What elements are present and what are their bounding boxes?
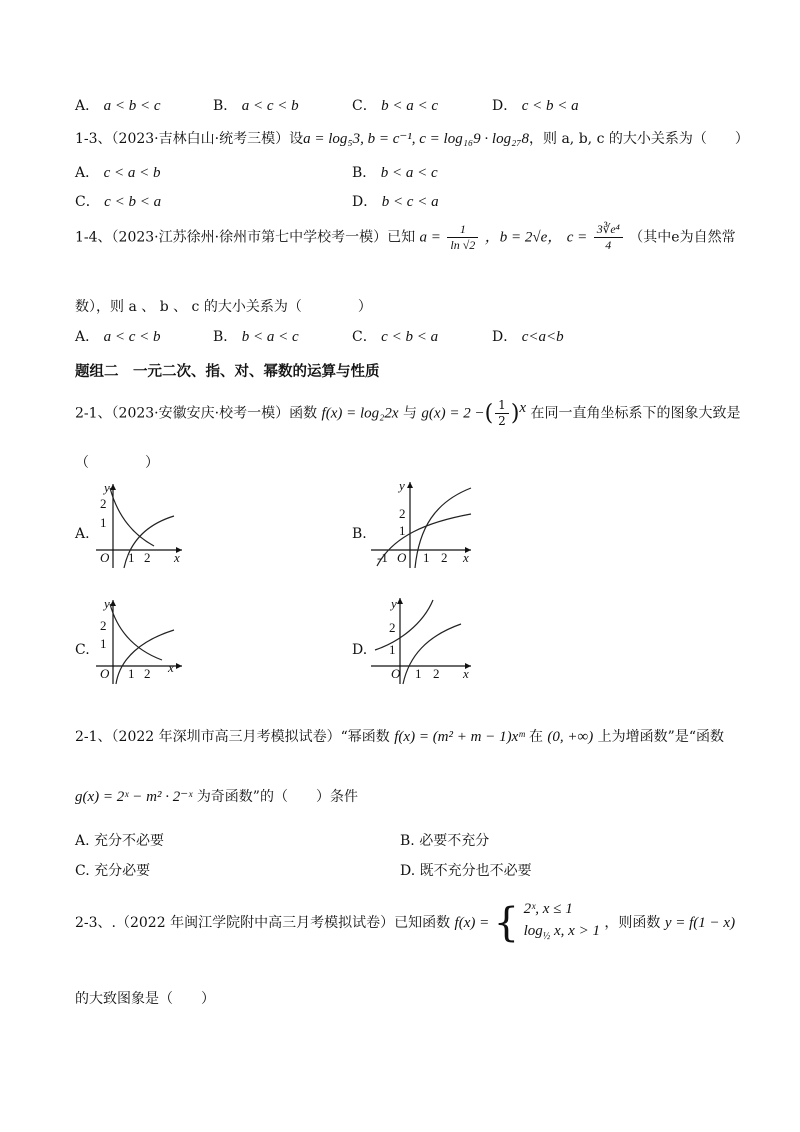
graph-c-xtick-2: 2	[144, 666, 151, 681]
graph-a-label: A.	[75, 526, 90, 542]
question-1-4-stem: 1-4、（2023·江苏徐州·徐州市第七中学校考一模）已知 a = $\frac{1}{\ln √2}$ ，b = 2√e， c = $\frac{\text{3∛e⁴}}{4}$ （其中e为自然常	[75, 222, 736, 252]
question-1-4-line2: 数），则 a 、 b 、 c 的大小关系为（ ）	[75, 299, 372, 315]
graph-a-xtick-1: 1	[128, 550, 135, 565]
graph-b	[367, 478, 477, 570]
graph-c-y-label: y	[104, 596, 110, 611]
graph-c-label: C.	[75, 642, 90, 658]
row1-option-c: C． b < a < c	[352, 98, 439, 114]
graph-a-y-label: y	[104, 480, 110, 495]
q14-option-d: D． c<a<b	[492, 329, 564, 345]
row1-option-a: A． a < b < c	[75, 98, 161, 114]
graph-b-tick-2: 2	[399, 506, 406, 521]
graph-a-x-label: x	[174, 550, 180, 565]
graph-c-xtick-1: 1	[128, 666, 135, 681]
graph-c-tick-2: 2	[100, 618, 107, 633]
q21b-option-d: D. 既不充分也不必要	[400, 863, 532, 879]
graph-b-y-label: y	[399, 478, 405, 493]
q21b-option-c: C. 充分必要	[75, 863, 151, 879]
graph-d-x-label: x	[463, 666, 469, 681]
graph-b-xtick-1: 1	[423, 550, 430, 565]
graph-d-xtick-2: 2	[433, 666, 440, 681]
q13-option-d: D． b < c < a	[352, 194, 439, 210]
graph-b-tick-1: 1	[399, 523, 406, 538]
piecewise-cases: 2ˣ, x ≤ 1 $\log_{\frac{1}{2}} x$, x > 1	[523, 901, 600, 942]
q13-option-a: A． c < a < b	[75, 165, 161, 181]
group-2-heading: 题组二 一元二次、指、对、幂数的运算与性质	[75, 364, 380, 380]
question-2-3-stem: 2-3、.（2022 年闽江学院附中高三月考模拟试卷）已知函数 f(x) = { 2ˣ, x ≤ 1 $\log_{\frac{1}{2}} x$, x > 1 ，则函数 y = f(1 − x)	[75, 900, 736, 946]
question-2-1a-stem: 2-1、（2023·安徽安庆·校考一模）函数 f(x) = log₂2x 与 g(x) = 2 −( $\frac{1}{2}$ )$^x$ 在同一直角坐标系下的图象大致是	[75, 398, 741, 428]
graph-b-x-label: x	[463, 550, 469, 565]
graph-c-x-label: x	[168, 660, 174, 675]
graph-b-label: B.	[352, 526, 367, 542]
graph-b-origin: O	[397, 550, 407, 565]
question-2-1a-paren: （ ）	[75, 455, 159, 471]
graph-d-xtick-1: 1	[415, 666, 422, 681]
graph-a-xtick-2: 2	[144, 550, 151, 565]
question-2-1b-stem: 2-1、（2022 年深圳市高三月考模拟试卷）“幂函数 f(x) = (m² + m − 1)xᵐ 在 (0, +∞) 上为增函数”是“函数	[75, 729, 724, 745]
graph-d-origin: O	[391, 666, 401, 681]
q21b-option-b: B. 必要不充分	[400, 833, 490, 849]
graph-d-tick-1: 1	[389, 642, 396, 657]
c-fraction: $\frac{\text{3∛e⁴}}{4}$	[594, 222, 623, 253]
piecewise-brace: {	[493, 900, 520, 946]
q14-option-a: A． a < c < b	[75, 329, 161, 345]
graph-b-xtick-2: 2	[441, 550, 448, 565]
row1-option-d: D． c < b < a	[492, 98, 579, 114]
graph-d-y-label: y	[391, 596, 397, 611]
question-2-1b-line2: g(x) = 2ˣ − m² · 2⁻ˣ 为奇函数”的（ ）条件	[75, 789, 358, 805]
graph-a-tick-2: 2	[100, 496, 107, 511]
q13-option-b: B． b < a < c	[352, 165, 438, 181]
question-2-3-line2: 的大致图象是（ ）	[75, 991, 215, 1007]
graph-d-tick-2: 2	[389, 620, 396, 635]
graph-a	[90, 480, 190, 570]
q14-option-b: B． b < a < c	[213, 329, 299, 345]
q14-option-c: C． c < b < a	[352, 329, 439, 345]
a-fraction: $\frac{1}{\ln √2}$	[447, 222, 478, 253]
question-1-3-stem: 1-3、（2023·吉林白山·统考三模）设a = log₅3, b = c⁻¹, c = log₁₆9 · log₂₇8，则 a, b, c 的大小关系为（ ）	[75, 131, 749, 147]
graph-d	[367, 594, 477, 686]
graph-c	[90, 596, 190, 686]
row1-option-b: B． a < c < b	[213, 98, 299, 114]
q13-option-c: C． c < b < a	[75, 194, 162, 210]
graph-b-xtick-neg1: -1	[377, 550, 388, 565]
q21b-option-a: A. 充分不必要	[75, 833, 165, 849]
graph-a-tick-1: 1	[100, 515, 107, 530]
graph-a-origin: O	[100, 550, 110, 565]
graph-d-label: D.	[352, 642, 368, 658]
graph-c-tick-1: 1	[100, 636, 107, 651]
graph-c-origin: O	[100, 666, 110, 681]
